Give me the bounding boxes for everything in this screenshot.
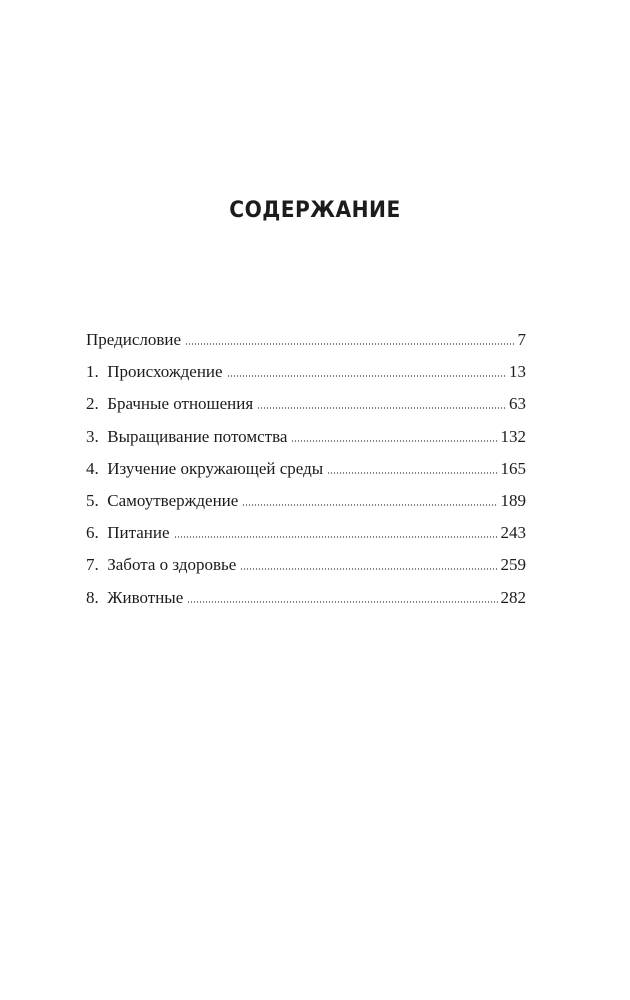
toc-entry-chapter-1: [86, 356, 526, 388]
toc-entry-number: 8.: [86, 587, 99, 607]
page-title: СОДЕРЖАНИЕ: [229, 198, 401, 223]
dot-leader: [185, 343, 514, 345]
toc-entry-preface: [86, 324, 526, 356]
toc-entry-number: 6.: [86, 523, 99, 543]
toc-entry-page: 243: [500, 523, 526, 543]
dot-leader: [327, 472, 497, 474]
table-of-contents: [86, 324, 526, 614]
number-gap: [99, 421, 108, 453]
toc-entry-page: 63: [509, 394, 526, 414]
number-gap: [99, 549, 108, 581]
toc-entry-chapter-7: [86, 549, 526, 581]
toc-entry-number: 3.: [86, 426, 99, 446]
toc-entry-number: 5.: [86, 490, 99, 510]
number-gap: [99, 582, 108, 614]
toc-entry-label: Изучение окружающей среды: [107, 458, 324, 478]
toc-entry-chapter-6: [86, 517, 526, 549]
number-gap: [99, 485, 108, 517]
toc-entry-page: 13: [509, 362, 526, 382]
toc-entry-label: Самоутверждение: [107, 490, 239, 510]
toc-entry-chapter-3: [86, 421, 526, 453]
toc-entry-page: 189: [500, 490, 526, 510]
toc-entry-label: Выращивание потомства: [107, 426, 288, 446]
dot-leader: [257, 407, 506, 409]
dot-leader: [242, 504, 497, 506]
toc-entry-chapter-8: [86, 582, 526, 614]
dot-leader: [187, 601, 497, 603]
toc-entry-page: 259: [500, 555, 526, 575]
toc-entry-number: 2.: [86, 394, 99, 414]
toc-entry-number: 7.: [86, 555, 99, 575]
toc-entry-label: Происхождение: [107, 362, 223, 382]
toc-entry-number: 1.: [86, 362, 99, 382]
number-gap: [99, 453, 108, 485]
dot-leader: [227, 375, 506, 377]
toc-entry-label: Забота о здоровье: [107, 555, 237, 575]
toc-entry-chapter-2: [86, 388, 526, 420]
number-gap: [99, 388, 108, 420]
toc-entry-page: 7: [517, 330, 526, 349]
dot-leader: [174, 536, 498, 538]
toc-entry-label: Животные: [107, 587, 184, 607]
toc-entry-page: 132: [500, 426, 526, 446]
toc-entry-label: Питание: [107, 523, 170, 543]
dot-leader: [291, 440, 497, 442]
toc-entry-chapter-4: [86, 453, 526, 485]
toc-entry-label: Предисловие: [86, 330, 182, 349]
toc-entry-page: 165: [500, 458, 526, 478]
number-gap: [99, 517, 108, 549]
toc-entry-label: Брачные отношения: [107, 394, 254, 414]
toc-entry-page: 282: [500, 587, 526, 607]
toc-entry-number: 4.: [86, 458, 99, 478]
dot-leader: [240, 568, 497, 570]
toc-entry-chapter-5: [86, 485, 526, 517]
number-gap: [99, 356, 108, 388]
